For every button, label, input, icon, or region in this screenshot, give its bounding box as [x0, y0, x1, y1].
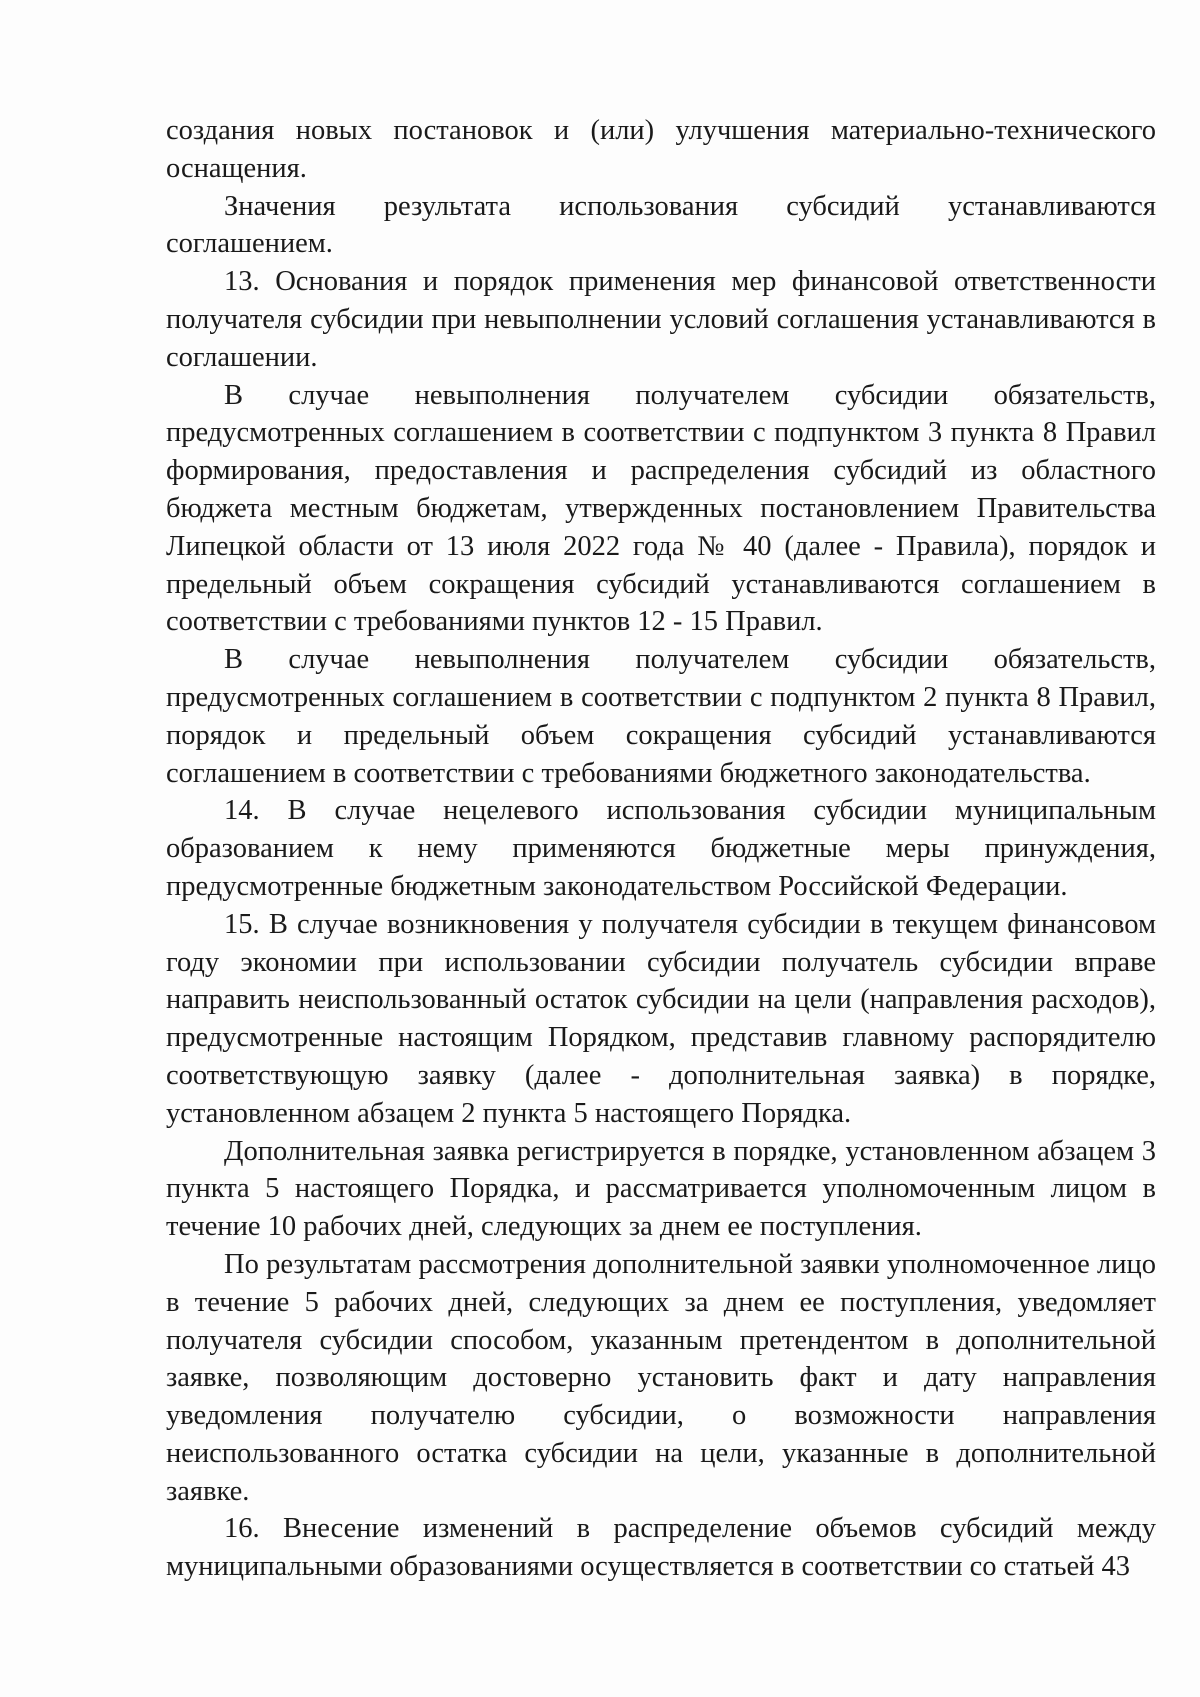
paragraph-item-15: 15. В случае возникновения у получателя субсидии в текущем финансовом году экономии при использовании субсидии получатель субсидии вправе направить неиспользованный остаток субсидии на цели (направления расходов), предусмотренные настоящим Порядком, представив главному распорядителю соответствующую заявку (далее - дополнительная заявка) в порядке, установленном абзацем 2 пункта 5 настоящего Порядка.	[166, 908, 1156, 1129]
paragraph-item-13: 13. Основания и порядок применения мер финансовой ответственности получателя субсидии при невыполнении условий соглашения устанавливаются в соглашении.	[166, 266, 1156, 373]
document-body	[166, 112, 1156, 1586]
paragraph-nonfulfillment-subitem-2: В случае невыполнения получателем субсидии обязательств, предусмотренных соглашением в соответствии с подпунктом 2 пункта 8 Правил, порядок и предельный объем сокращения субсидий устанавливаются соглашением в соответствии с требованиями бюджетного законодательства.	[166, 644, 1156, 789]
paragraph-item-16: 16. Внесение изменений в распределение объемов субсидий между муниципальными образованиями осуществляется в соответствии со статьей 43	[166, 1513, 1156, 1583]
paragraph-nonfulfillment-subitem-3: В случае невыполнения получателем субсидии обязательств, предусмотренных соглашением в соответствии с подпунктом 3 пункта 8 Правил формирования, предоставления и распределения субсидий из областного бюджета местным бюджетам, утвержденных постановлением Правительства Липецкой области от 13 июля 2022 года № 40 (далее - Правила), порядок и предельный объем сокращения субсидий устанавливаются соглашением в соответствии с требованиями пунктов 12 - 15 Правил.	[166, 379, 1156, 638]
paragraph-continuation: создания новых постановок и (или) улучшения материально-технического оснащения.	[166, 115, 1156, 184]
paragraph-additional-application-review: По результатам рассмотрения дополнительной заявки уполномоченное лицо в течение 5 рабочих дней, следующих за днем ее поступления, уведомляет получателя субсидии способом, указанным претендентом в дополнительной заявке, позволяющим достоверно установить факт и дату направления уведомления получателю субсидии, о возможности направления неиспользованного остатка субсидии на цели, указанные в дополнительной заявке.	[166, 1248, 1156, 1507]
paragraph-item-14: 14. В случае нецелевого использования субсидии муниципальным образованием к нему применяются бюджетные меры принуждения, предусмотренные бюджетным законодательством Российской Федерации.	[166, 795, 1156, 902]
paragraph-result-values: Значения результата использования субсидий устанавливаются соглашением.	[166, 190, 1156, 260]
paragraph-additional-application-registration: Дополнительная заявка регистрируется в порядке, установленном абзацем 3 пункта 5 настоящего Порядка, и рассматривается уполномоченным лицом в течение 10 рабочих дней, следующих за днем ее поступления.	[166, 1135, 1156, 1243]
